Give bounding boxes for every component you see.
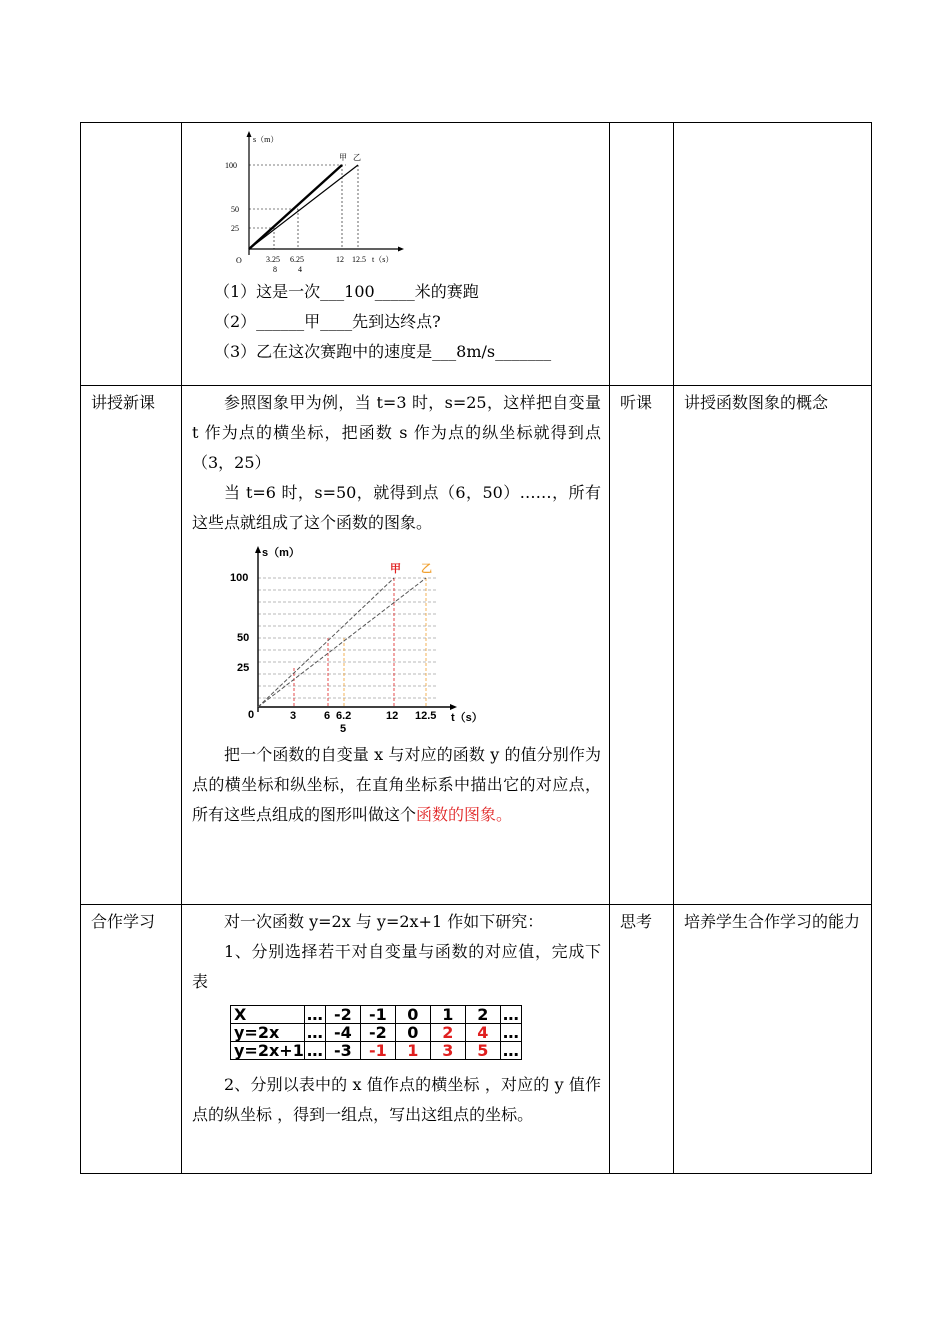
y-tick-100: 100 bbox=[230, 572, 249, 584]
table-cell: -3 bbox=[325, 1042, 360, 1060]
table-cell-answer: 3 bbox=[430, 1042, 465, 1060]
line-label-jia: 甲 bbox=[390, 563, 401, 575]
line-jia bbox=[249, 165, 342, 249]
row-new-lesson bbox=[81, 386, 872, 905]
paragraph-2: 1、分别选择若干对自变量与函数的对应值，完成下表 bbox=[192, 942, 601, 991]
table-cell-answer: 1 bbox=[395, 1042, 430, 1060]
line-yi bbox=[258, 578, 426, 707]
empty-intent-cell bbox=[674, 123, 872, 386]
x-tick-6-25: 6.25 bbox=[290, 255, 304, 264]
y-tick-25: 25 bbox=[237, 662, 250, 674]
table-row bbox=[231, 1024, 522, 1042]
paragraph-3 bbox=[192, 740, 601, 830]
table-cell: -2 bbox=[325, 1006, 360, 1024]
question-3: （3）乙在这次赛跑中的速度是___8m/s_______ bbox=[214, 342, 552, 361]
x-tick-12: 12 bbox=[386, 710, 399, 722]
table-cell: 0 bbox=[395, 1024, 430, 1042]
line-label-jia: 甲 bbox=[339, 153, 347, 162]
row-graph-questions bbox=[81, 123, 872, 386]
table-cell: 0 bbox=[395, 1006, 430, 1024]
y-tick-50: 50 bbox=[237, 632, 250, 644]
line-jia bbox=[258, 578, 394, 707]
definition-text: 把一个函数的自变量 x 与对应的函数 y 的值分别作为点的横坐标和纵坐标，在直角坐标系中描出它的对应点，所有这些点组成的图形叫做这个 bbox=[192, 745, 601, 824]
table-cell: -1 bbox=[360, 1006, 395, 1024]
value-table bbox=[230, 1005, 522, 1060]
content-cell bbox=[182, 123, 610, 386]
x-tick-sub-8: 8 bbox=[273, 265, 277, 274]
y-tick-100: 100 bbox=[225, 161, 237, 170]
lesson-plan-table bbox=[80, 122, 872, 1174]
table-cell: … bbox=[500, 1024, 521, 1042]
line-label-yi: 乙 bbox=[421, 563, 432, 575]
row-cooperative bbox=[81, 905, 872, 1174]
empty-activity-cell bbox=[610, 123, 674, 386]
y-tick-50: 50 bbox=[231, 205, 239, 214]
y-axis-label: s（m） bbox=[262, 547, 300, 559]
row-label: y=2x+1 bbox=[231, 1042, 305, 1060]
x-tick-sub-5: 5 bbox=[340, 723, 347, 735]
x-tick-6: 6 bbox=[324, 710, 331, 722]
row-label: X bbox=[231, 1006, 305, 1024]
label-new-lesson: 讲授新课 bbox=[81, 386, 182, 905]
table-cell-answer: 5 bbox=[465, 1042, 500, 1060]
table-cell-answer: 2 bbox=[430, 1024, 465, 1042]
label-cooperative: 合作学习 bbox=[81, 905, 182, 1174]
row-label: y=2x bbox=[231, 1024, 305, 1042]
content-cell bbox=[182, 905, 610, 1174]
x-tick-12-5: 12.5 bbox=[352, 255, 366, 264]
race-graph-1 bbox=[222, 127, 412, 275]
x-tick-12: 12 bbox=[336, 255, 344, 264]
x-tick-sub-4: 4 bbox=[298, 265, 302, 274]
paragraph-1: 对一次函数 y=2x 与 y=2x+1 作如下研究： bbox=[224, 912, 544, 931]
paragraph-3: 2、分别以表中的 x 值作点的横坐标 ，对应的 y 值作点的纵坐标 ，得到一组点，写出这组点的坐标。 bbox=[192, 1075, 601, 1124]
x-axis-label: t（s） bbox=[451, 712, 483, 724]
intent-new-lesson: 讲授函数图象的概念 bbox=[674, 386, 872, 905]
definition-term: 函数的图象。 bbox=[416, 805, 513, 824]
table-cell-answer: 4 bbox=[465, 1024, 500, 1042]
intent-cooperative: 培养学生合作学习的能力 bbox=[674, 905, 872, 1174]
table-cell: … bbox=[500, 1042, 521, 1060]
x-tick-3: 3 bbox=[290, 710, 297, 722]
line-label-yi: 乙 bbox=[353, 153, 361, 162]
y-axis-label: s（m） bbox=[253, 135, 279, 144]
x-tick-12-5: 12.5 bbox=[415, 710, 437, 722]
table-cell: … bbox=[304, 1006, 325, 1024]
table-cell: -2 bbox=[360, 1024, 395, 1042]
table-cell: 1 bbox=[430, 1006, 465, 1024]
table-row bbox=[231, 1006, 522, 1024]
activity-listen: 听课 bbox=[610, 386, 674, 905]
origin-label: 0 bbox=[248, 709, 255, 721]
line-yi bbox=[249, 165, 358, 249]
question-2: （2）______甲____先到达终点? bbox=[214, 312, 441, 331]
x-tick-3-25: 3.25 bbox=[266, 255, 280, 264]
table-cell: … bbox=[304, 1042, 325, 1060]
paragraph-2: 当 t=6 时，s=50，就得到点（6，50）……，所有这些点就组成了这个函数的图象。 bbox=[192, 483, 601, 532]
table-cell: … bbox=[500, 1006, 521, 1024]
table-row bbox=[231, 1042, 522, 1060]
table-cell: 2 bbox=[465, 1006, 500, 1024]
paragraph-1: 参照图象甲为例，当 t=3 时，s=25，这样把自变量 t 作为点的横坐标，把函数 s 作为点的纵坐标就得到点（3，25） bbox=[192, 393, 601, 472]
race-graph-2 bbox=[222, 544, 483, 735]
x-tick-6-2: 6.2 bbox=[336, 710, 352, 722]
question-1: （1）这是一次___100_____米的赛跑 bbox=[214, 282, 479, 301]
activity-think: 思考 bbox=[610, 905, 674, 1174]
table-cell: … bbox=[304, 1024, 325, 1042]
empty-label-cell bbox=[81, 123, 182, 386]
origin-label: O bbox=[236, 256, 242, 265]
table-cell: -4 bbox=[325, 1024, 360, 1042]
x-axis-label: t（s） bbox=[372, 255, 394, 264]
y-tick-25: 25 bbox=[231, 224, 239, 233]
table-cell-answer: -1 bbox=[360, 1042, 395, 1060]
content-cell bbox=[182, 386, 610, 905]
